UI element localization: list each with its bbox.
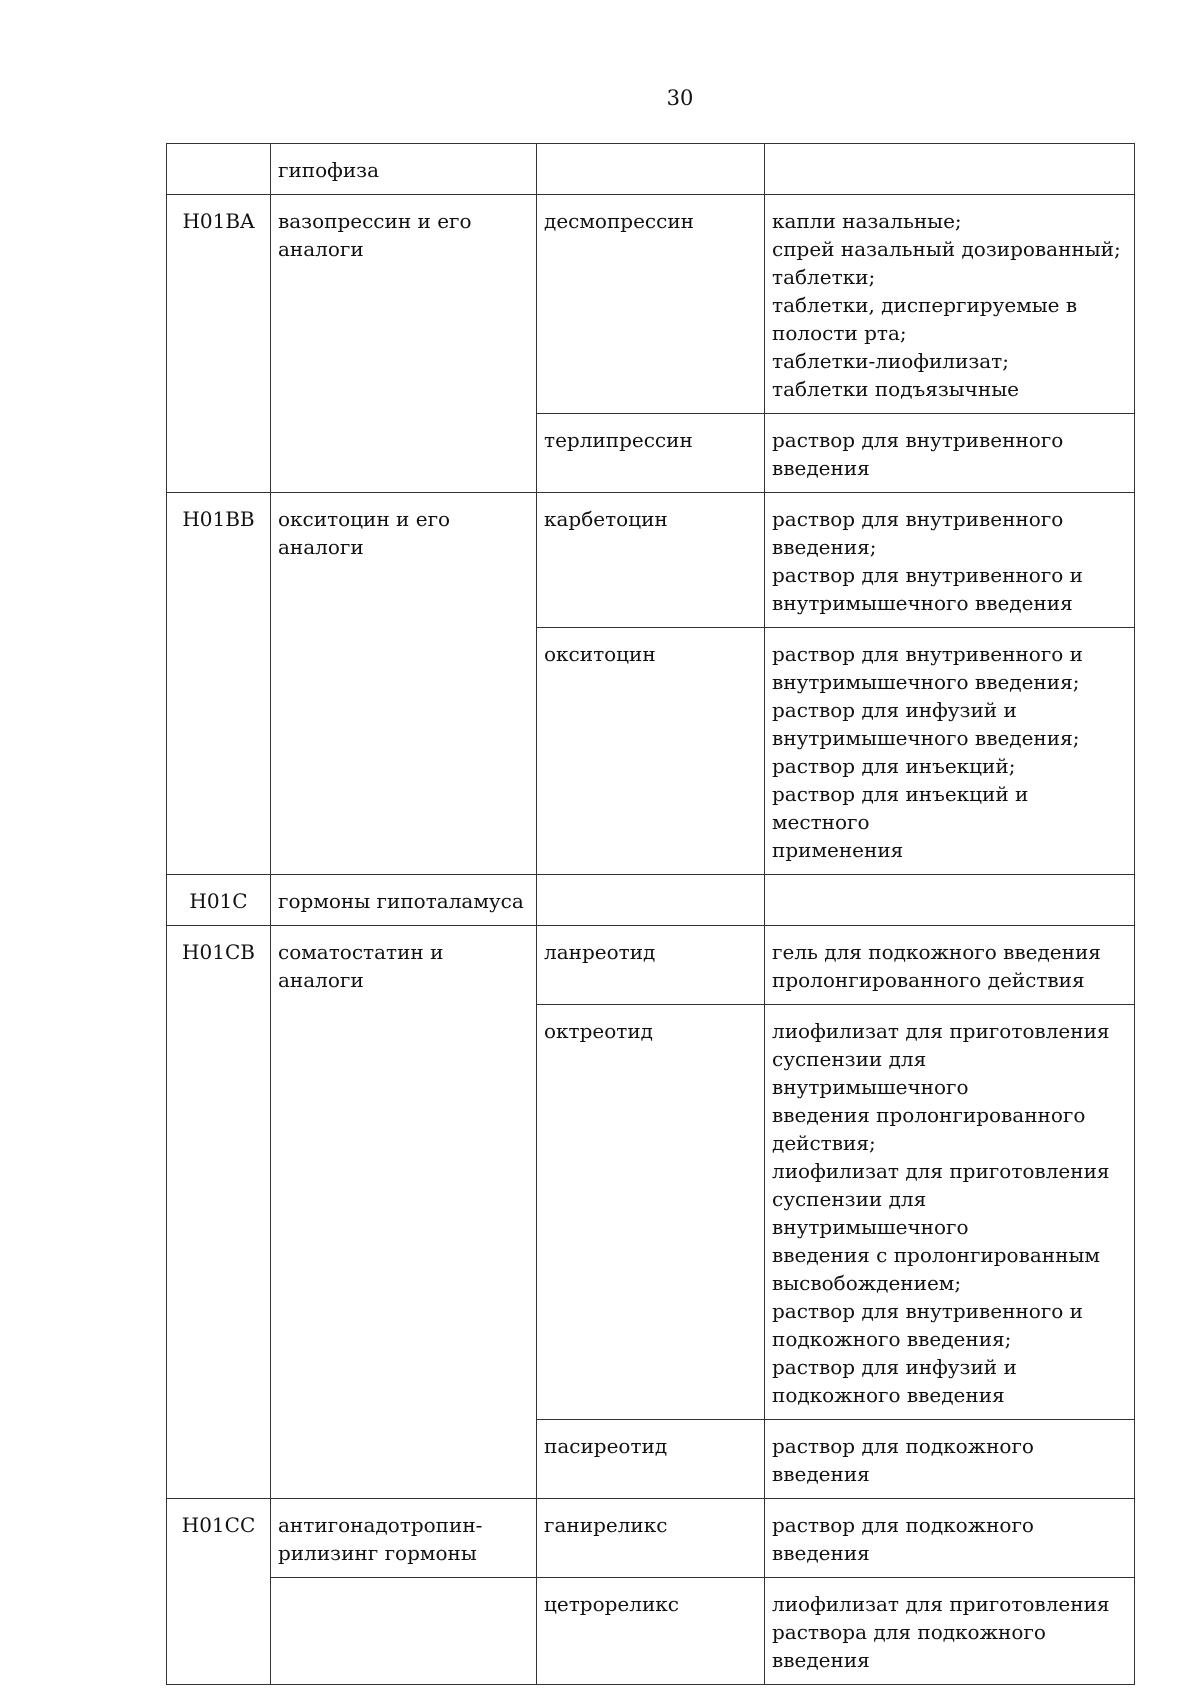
drug-cell: карбетоцин — [537, 493, 765, 628]
atc-code-cell: H01CC — [167, 1499, 271, 1685]
dosage-forms-cell: лиофилизат для приготовления раствора для подкожного введения — [765, 1578, 1135, 1685]
atc-code-cell: H01CB — [167, 926, 271, 1499]
group-cell: гормоны гипоталамуса — [271, 875, 537, 926]
dosage-forms-cell: раствор для внутривенного введения — [765, 414, 1135, 493]
dosage-forms-cell: раствор для подкожного введения — [765, 1499, 1135, 1578]
drug-cell: октреотид — [537, 1005, 765, 1420]
group-cell — [271, 1578, 537, 1685]
drug-cell: десмопрессин — [537, 195, 765, 414]
table-row — [167, 1499, 1135, 1578]
drug-cell: окситоцин — [537, 628, 765, 875]
page-number: 30 — [666, 86, 694, 110]
dosage-forms-cell: раствор для подкожного введения — [765, 1420, 1135, 1499]
drug-cell: ганиреликс — [537, 1499, 765, 1578]
dosage-forms-cell — [765, 875, 1135, 926]
dosage-forms-cell: капли назальные; спрей назальный дозированный; таблетки; таблетки, диспергируемые в полости рта; таблетки-лиофилизат; таблетки подъязычные — [765, 195, 1135, 414]
table-row — [167, 493, 1135, 628]
table-row — [167, 144, 1135, 195]
table-row — [167, 875, 1135, 926]
table-row — [167, 926, 1135, 1005]
drug-cell: ланреотид — [537, 926, 765, 1005]
group-cell: окситоцин и его аналоги — [271, 493, 537, 875]
atc-code-cell — [167, 144, 271, 195]
dosage-forms-cell: раствор для внутривенного введения; раствор для внутривенного и внутримышечного введения — [765, 493, 1135, 628]
dosage-forms-cell: гель для подкожного введения пролонгированного действия — [765, 926, 1135, 1005]
dosage-forms-cell — [765, 144, 1135, 195]
group-cell: соматостатин и аналоги — [271, 926, 537, 1499]
group-cell: вазопрессин и его аналоги — [271, 195, 537, 493]
drug-cell: цетрореликс — [537, 1578, 765, 1685]
drug-cell: пасиреотид — [537, 1420, 765, 1499]
table-row — [167, 195, 1135, 414]
drug-cell — [537, 875, 765, 926]
group-cell: антигонадотропин- рилизинг гормоны — [271, 1499, 537, 1578]
dosage-forms-cell: раствор для внутривенного и внутримышечного введения; раствор для инфузий и внутримышечного введения; раствор для инъекций; раствор для инъекций и местного применения — [765, 628, 1135, 875]
drug-table — [166, 143, 1135, 1685]
drug-cell: терлипрессин — [537, 414, 765, 493]
drug-cell — [537, 144, 765, 195]
atc-code-cell: H01BA — [167, 195, 271, 493]
atc-code-cell: H01C — [167, 875, 271, 926]
dosage-forms-cell: лиофилизат для приготовления суспензии для внутримышечного введения пролонгированного действия; лиофилизат для приготовления суспензии для внутримышечного введения с пролонгированным высвобождением; раствор для внутривенного и подкожного введения; раствор для инфузий и подкожного введения — [765, 1005, 1135, 1420]
table-row — [167, 1578, 1135, 1685]
atc-code-cell: H01BB — [167, 493, 271, 875]
group-cell: гипофиза — [271, 144, 537, 195]
